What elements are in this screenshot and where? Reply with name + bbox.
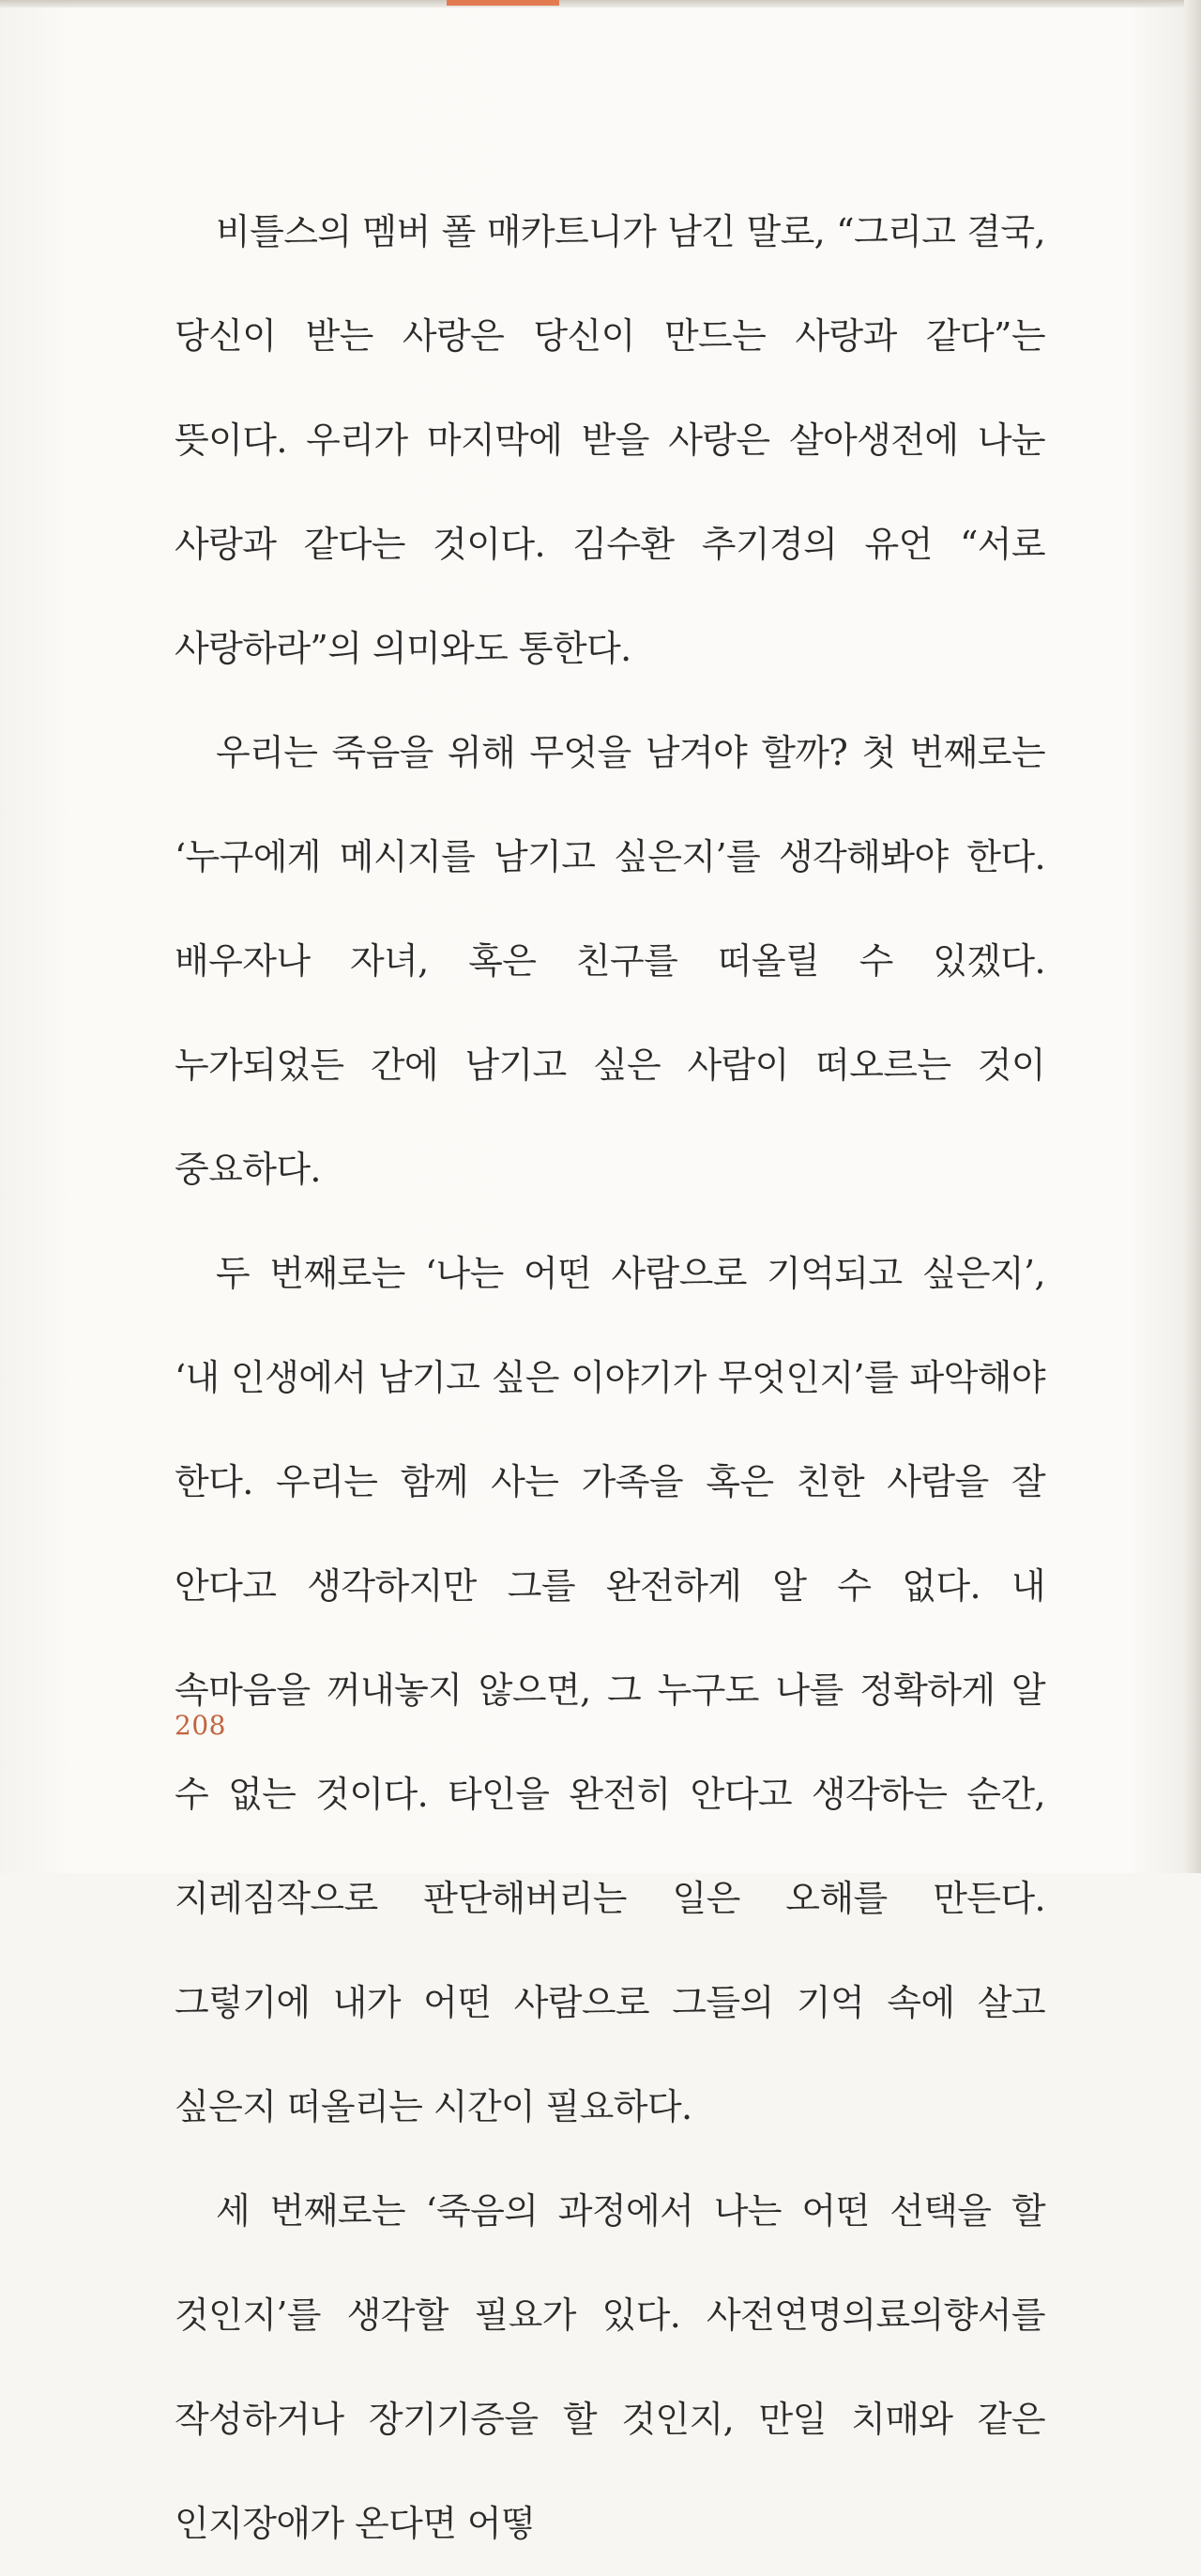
paragraph-4: 세 번째로는 ‘죽음의 과정에서 나는 어떤 선택을 할 것인지’를 생각할 필요가 있다. 사전연명의료의향서를 작성하거나 장기기증을 할 것인지, 만일 치매와 같은 인지장애가 온다면 어떻	[175, 2190, 1045, 2544]
page-top-edge	[0, 0, 1201, 8]
page-right-edge	[1184, 0, 1201, 1873]
paragraph-1: 비틀스의 멤버 폴 매카트니가 남긴 말로, “그리고 결국, 당신이 받는 사랑은 당신이 만드는 사랑과 같다”는 뜻이다. 우리가 마지막에 받을 사랑은 살아생전에 나눈 사랑과 같다는 것이다. 김수환 추기경의 유언 “서로 사랑하라”의 의미와도 통한다.	[175, 211, 1045, 669]
top-color-mark	[447, 0, 559, 6]
page-number: 208	[175, 1710, 226, 1741]
paragraph-2: 우리는 죽음을 위해 무엇을 남겨야 할까? 첫 번째로는 ‘누구에게 메시지를 남기고 싶은지’를 생각해봐야 한다. 배우자나 자녀, 혹은 친구를 떠올릴 수 있겠다. 누가되었든 간에 남기고 싶은 사람이 떠오르는 것이 중요하다.	[175, 732, 1045, 1190]
paragraph-3: 두 번째로는 ‘나는 어떤 사람으로 기억되고 싶은지’, ‘내 인생에서 남기고 싶은 이야기가 무엇인지’를 파악해야 한다. 우리는 함께 사는 가족을 혹은 친한 사람을 잘 안다고 생각하지만 그를 완전하게 알 수 없다. 내 속마음을 꺼내놓지 않으면, 그 누구도 나를 정확하게 알 수 없는 것이다. 타인을 완전히 안다고 생각하는 순간, 지레짐작으로 판단해버리는 일은 오해를 만든다. 그렇기에 내가 어떤 사람으로 그들의 기억 속에 살고 싶은지 떠올리는 시간이 필요하다.	[175, 1253, 1045, 2127]
body-text	[175, 180, 1045, 2576]
